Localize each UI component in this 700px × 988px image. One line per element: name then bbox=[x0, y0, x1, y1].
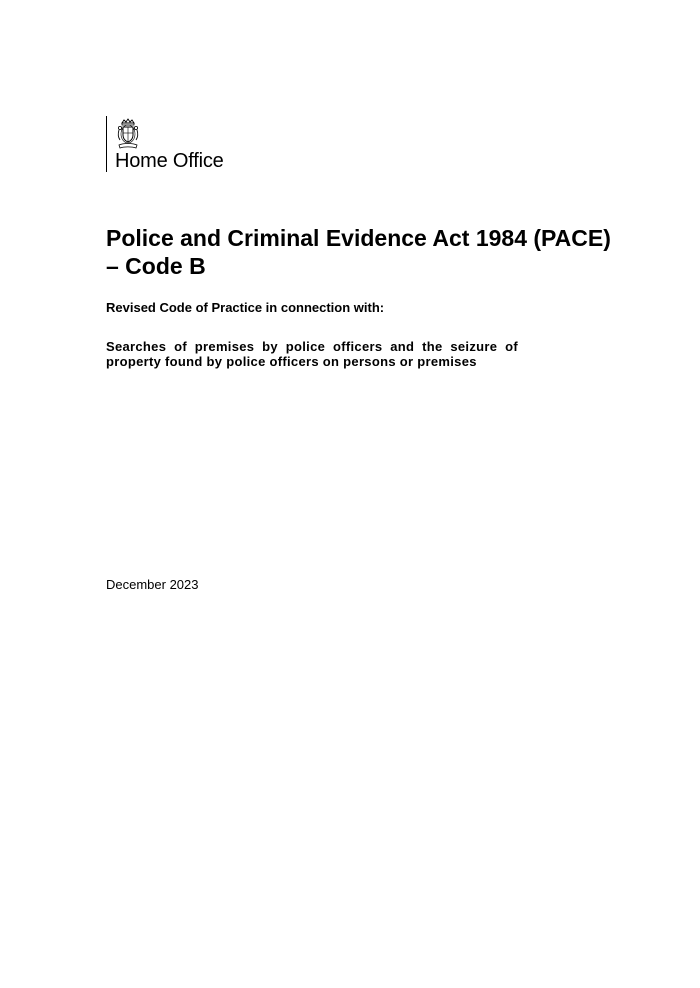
publication-date: December 2023 bbox=[106, 577, 199, 592]
royal-crest-icon bbox=[115, 118, 141, 150]
organisation-name: Home Office bbox=[115, 150, 224, 172]
home-office-logo bbox=[106, 116, 306, 172]
document-title: Police and Criminal Evidence Act 1984 (PACE) – Code B bbox=[106, 225, 611, 279]
document-description: Searches of premises by police officers and the seizure of property found by police officers on persons or premises bbox=[106, 339, 518, 369]
document-subtitle: Revised Code of Practice in connection with: bbox=[106, 300, 385, 315]
logo-divider bbox=[106, 116, 107, 172]
